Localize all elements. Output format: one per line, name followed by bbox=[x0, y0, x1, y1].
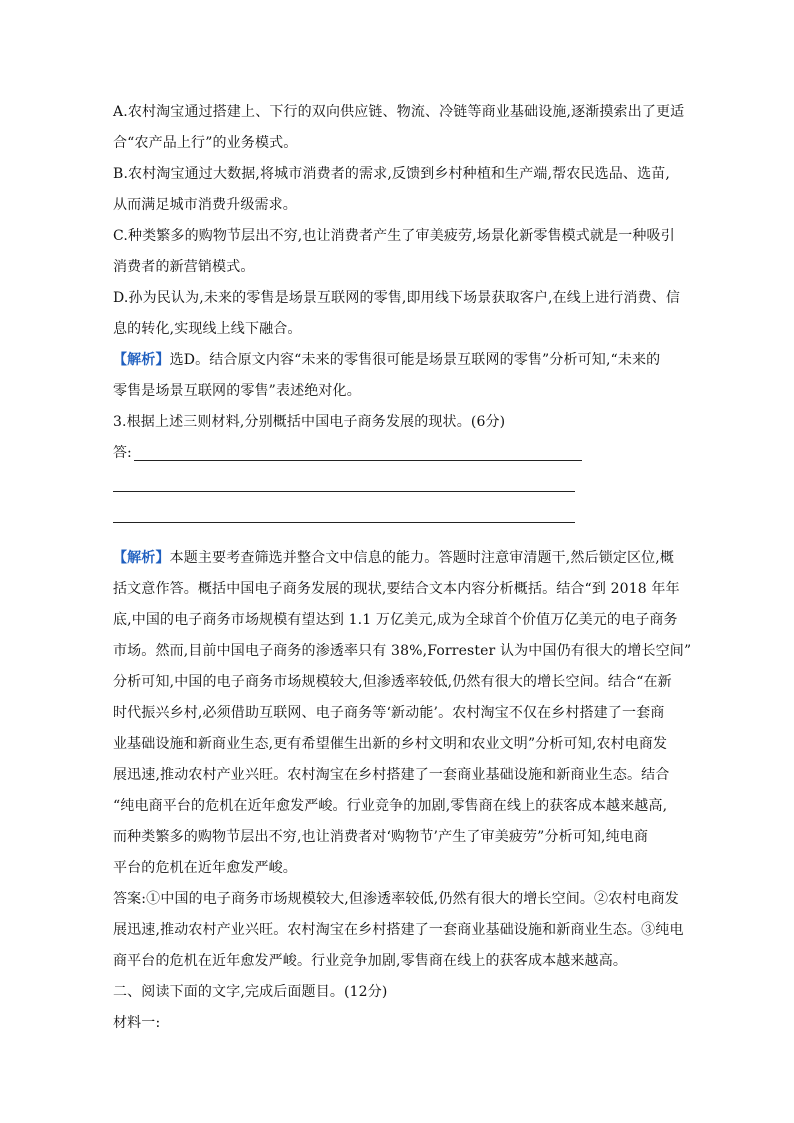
analysis-2-line: 分析可知,中国的电子商务市场规模较大,但渗透率较低,仍然有很大的增长空间。结合“在新 bbox=[113, 674, 672, 690]
option-a-line-2: 合“农产品上行”的业务模式。 bbox=[113, 135, 298, 151]
option-a-line-1: A.农村淘宝通过搭建上、下行的双向供应链、物流、冷链等商业基础设施,逐渐摸索出了更适 bbox=[113, 104, 685, 120]
option-d-line-2: 息的转化,实现线上线下融合。 bbox=[113, 321, 302, 337]
option-c-line-2: 消费者的新营销模式。 bbox=[113, 259, 255, 275]
option-b bbox=[113, 159, 683, 221]
option-b-line-1: B.农村淘宝通过大数据,将城市消费者的需求,反馈到乡村种植和生产端,帮农民选品、选苗, bbox=[113, 166, 670, 182]
answer-blank-line-1[interactable] bbox=[134, 460, 582, 461]
answer-row-1 bbox=[113, 438, 683, 469]
answer-line: 答案:①中国的电子商务市场规模较大,但渗透率较低,仍然有很大的增长空间。②农村电商发 bbox=[113, 891, 679, 907]
analysis-tag: 【解析】 bbox=[113, 550, 170, 566]
option-c-line-1: C.种类繁多的购物节层出不穷,也让消费者产生了审美疲劳,场景化新零售模式就是一种吸引 bbox=[113, 228, 675, 244]
option-b-line-2: 从而满足城市消费升级需求。 bbox=[113, 197, 297, 213]
analysis-2-text: 本题主要考查筛选并整合文中信息的能力。答题时注意审清题干,然后锁定区位,概 bbox=[169, 550, 675, 566]
answer-block bbox=[113, 884, 683, 977]
option-a bbox=[113, 97, 683, 159]
analysis-2-line: 市场。然而,目前中国电子商务的渗透率只有 38%,Forrester 认为中国仍有很大的增长空间” bbox=[113, 643, 692, 659]
spacer bbox=[113, 531, 683, 543]
option-d bbox=[113, 283, 683, 345]
analysis-2 bbox=[113, 543, 692, 884]
answer-blank-line-3[interactable] bbox=[113, 522, 575, 523]
section-2-heading: 二、阅读下面的文字,完成后面题目。(12分) bbox=[113, 984, 388, 1000]
material-1-label: 材料一: bbox=[113, 1015, 161, 1031]
analysis-2-line-1 bbox=[113, 543, 683, 574]
answer-row-3 bbox=[113, 500, 683, 531]
analysis-tag: 【解析】 bbox=[113, 352, 170, 368]
analysis-1-line-1 bbox=[113, 345, 683, 376]
option-d-line-1: D.孙为民认为,未来的零售是场景互联网的零售,即用线下场景获取客户,在线上进行消费、信 bbox=[113, 290, 680, 306]
analysis-2-line: 平台的危机在近年愈发严峻。 bbox=[113, 860, 297, 876]
analysis-2-line: 括文意作答。概括中国电子商务发展的现状,要结合文本内容分析概括。结合“到 2018 年年 bbox=[113, 581, 680, 597]
answer-row-2 bbox=[113, 469, 683, 500]
answer-label: 答: bbox=[113, 445, 132, 461]
analysis-2-line: 业基础设施和新商业生态,更有希望催生出新的乡村文明和农业文明”分析可知,农村电商发 bbox=[113, 736, 668, 752]
analysis-1-line-2: 零售是场景互联网的零售”表述绝对化。 bbox=[113, 383, 361, 399]
analysis-2-line: 而种类繁多的购物节层出不穷,也让消费者对‘购物节’产生了审美疲劳”分析可知,纯电商 bbox=[113, 829, 649, 845]
analysis-2-line: 时代振兴乡村,必须借助互联网、电子商务等‘新动能’。农村淘宝不仅在乡村搭建了一套商 bbox=[113, 705, 665, 721]
analysis-2-line: 底,中国的电子商务市场规模有望达到 1.1 万亿美元,成为全球首个价值万亿美元的电子商务 bbox=[113, 612, 678, 628]
answer-line: 商平台的危机在近年愈发严峻。行业竞争加剧,零售商在线上的获客成本越来越高。 bbox=[113, 953, 627, 969]
question-3: 3.根据上述三则材料,分别概括中国电子商务发展的现状。(6分) bbox=[113, 414, 506, 430]
answer-area bbox=[113, 438, 683, 531]
option-c bbox=[113, 221, 683, 283]
analysis-2-line: “纯电商平台的危机在近年愈发严峻。行业竞争的加剧,零售商在线上的获客成本越来越高, bbox=[113, 798, 668, 814]
answer-line: 展迅速,推动农村产业兴旺。农村淘宝在乡村搭建了一套商业基础设施和新商业生态。③纯电 bbox=[113, 922, 684, 938]
analysis-1 bbox=[113, 345, 683, 407]
analysis-1-text: 选D。结合原文内容“未来的零售很可能是场景互联网的零售”分析可知,“未来的 bbox=[169, 352, 661, 368]
answer-blank-line-2[interactable] bbox=[113, 491, 575, 492]
document-page bbox=[113, 97, 692, 1039]
analysis-2-line: 展迅速,推动农村产业兴旺。农村淘宝在乡村搭建了一套商业基础设施和新商业生态。结合 bbox=[113, 767, 670, 783]
